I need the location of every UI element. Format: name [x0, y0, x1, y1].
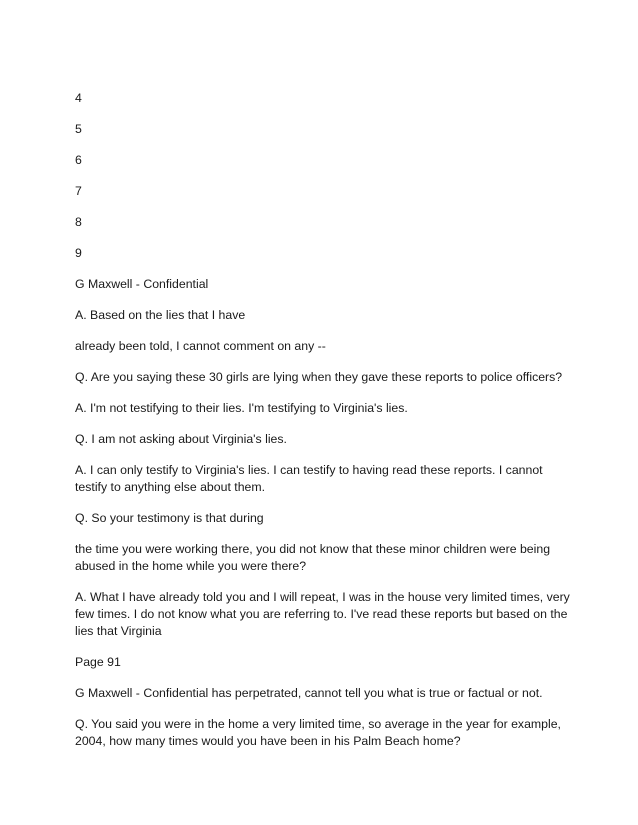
question-paragraph: Q. I am not asking about Virginia's lies. — [75, 432, 287, 446]
page-number: Page 91 — [75, 655, 121, 669]
answer-paragraph: A. I can only testify to Virginia's lies. I can testify to having read these reports. I cannot testify to anything else about them. — [75, 463, 543, 494]
answer-paragraph: A. Based on the lies that I have — [75, 308, 246, 322]
document-body — [75, 90, 570, 764]
line-number: 8 — [75, 215, 82, 229]
line-number: 9 — [75, 246, 82, 260]
line-number: 4 — [75, 91, 82, 105]
answer-paragraph: A. I'm not testifying to their lies. I'm testifying to Virginia's lies. — [75, 401, 408, 415]
answer-paragraph: A. What I have already told you and I will repeat, I was in the house very limited times, very few times. I do not know what you are referring to. I've read these reports but based on the lies that Virginia — [75, 590, 570, 638]
question-paragraph: Q. So your testimony is that during — [75, 511, 264, 525]
header-confidential: G Maxwell - Confidential — [75, 277, 209, 291]
question-continuation: the time you were working there, you did not know that these minor children were being abused in the home while you were there? — [75, 542, 551, 573]
line-number: 5 — [75, 122, 82, 136]
answer-continuation: already been told, I cannot comment on any -- — [75, 339, 326, 353]
question-paragraph: Q. You said you were in the home a very limited time, so average in the year for example, 2004, how many times would you have been in his Palm Beach home? — [75, 717, 561, 748]
header-confidential-continuation: G Maxwell - Confidential has perpetrated, cannot tell you what is true or factual or not. — [75, 686, 543, 700]
question-paragraph: Q. Are you saying these 30 girls are lying when they gave these reports to police officers? — [75, 370, 563, 384]
line-number: 6 — [75, 153, 82, 167]
line-number: 7 — [75, 184, 82, 198]
